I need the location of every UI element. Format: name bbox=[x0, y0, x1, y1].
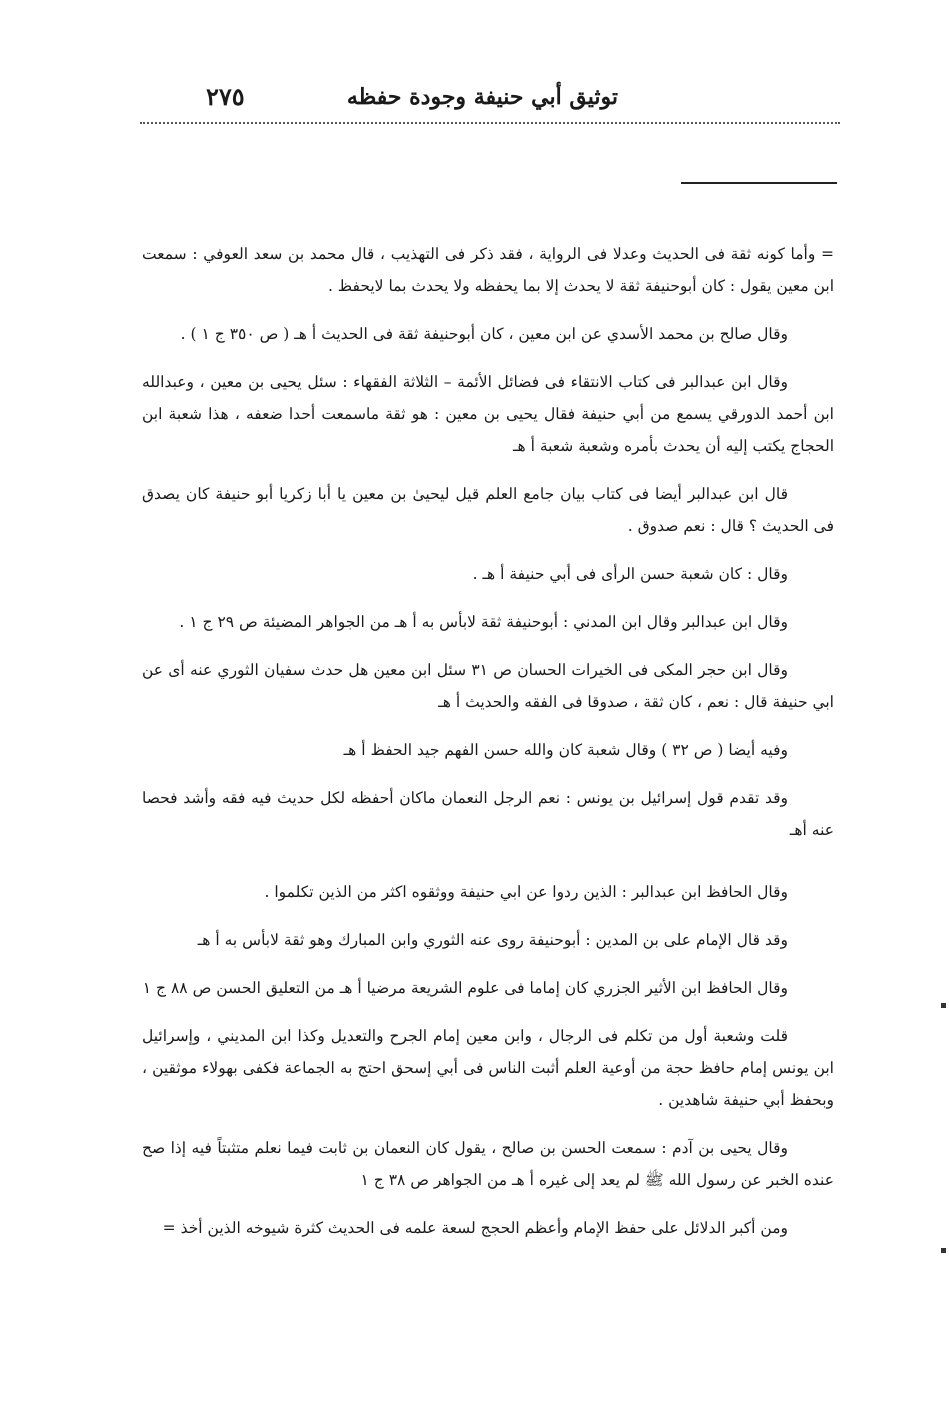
paragraph-9: وقد تقدم قول إسرائيل بن يونس : نعم الرجل النعمان ماكان أحفظه لكل حديث فيه فقه وأشد فحصا عنه أهـ bbox=[142, 789, 834, 839]
paragraph-1: = وأما كونه ثقة فى الحديث وعدلا فى الرواية ، فقد ذكر فى التهذيب ، قال محمد بن سعد العوفي : سمعت ابن معين يقول : كان أبوحنيفة ثقة لا يحدث إلا بما يحفظه ولا يحدث بما لايحفظ . bbox=[142, 245, 834, 295]
paragraph-4: قال ابن عبدالبر أيضا فى كتاب بيان جامع العلم قيل ليحيىٰ بن معين يا أبا زكريا أبو حنيفة كان يصدق فى الحديث ؟ قال : نعم صدوق . bbox=[142, 485, 834, 535]
paragraph-3: وقال ابن عبدالبر فى كتاب الانتقاء فى فضائل الأئمة – الثلاثة الفقهاء : سئل يحيى بن معين ، وعبدالله ابن أحمد الدورقي يسمع من أبي حنيفة فقال يحيى بن معين : هو ثقة ماسمعت أحدا ضعفه ، هذا شعبة ابن الحجاج يكتب إليه أن يحدث بأمره وشعبة شعبة أ هـ bbox=[142, 373, 834, 455]
running-header bbox=[140, 78, 840, 124]
paragraph-6: وقال ابن عبدالبر وقال ابن المدني : أبوحنيفة ثقة لابأس به أ هـ من الجواهر المضيئة ص ٢٩ ج ١ . bbox=[179, 613, 788, 631]
margin-mark-upper bbox=[941, 1003, 946, 1008]
running-title: توثيق أبي حنيفة وجودة حفظه bbox=[346, 84, 618, 110]
paragraph-10: وقال الحافظ ابن عبدالبر : الذين ردوا عن ابي حنيفة ووثقوه اكثر من الذين تكلموا . bbox=[264, 883, 788, 901]
paragraph-14: وقال يحيى بن آدم : سمعت الحسن بن صالح ، يقول كان النعمان بن ثابت فيما نعلم متثبتاً فيه إذا صح عنده الخبر عن رسول الله ﷺ لم يعد إلى غيره أ هـ من الجواهر ص ٣٨ ج ١ bbox=[142, 1139, 834, 1189]
paragraph-13: قلت وشعبة أول من تكلم فى الرجال ، وابن معين إمام الجرح والتعديل وكذا ابن المديني ، وإسرائيل ابن يونس إمام حافظ حجة من أوعية العلم أثبت الناس فى أبي إسحق احتج به الجماعة فكفى بهولاء موثقين ، وبحفظ أبي حنيفة شاهدين . bbox=[142, 1027, 834, 1109]
paragraph-7: وقال ابن حجر المكى فى الخيرات الحسان ص ٣١ سئل ابن معين هل حدث سفيان الثوري عنه أى عن ابي حنيفة قال : نعم ، كان ثقة ، صدوقا فى الفقه والحديث أ هـ bbox=[142, 661, 834, 711]
footnote-separator-rule bbox=[681, 182, 837, 184]
paragraph-15: ومن أكبر الدلائل على حفظ الإمام وأعظم الحجج لسعة علمه فى الحديث كثرة شيوخه الذين أخذ = bbox=[162, 1219, 788, 1237]
page-number: ٢٧٥ bbox=[206, 82, 245, 111]
paragraph-11: وقد قال الإمام على بن المدين : أبوحنيفة روى عنه الثوري وابن المبارك وهو ثقة لابأس به أ هـ bbox=[197, 931, 788, 949]
paragraph-8: وفيه أيضا ( ص ٣٢ ) وقال شعبة كان والله حسن الفهم جيد الحفظ أ هـ bbox=[343, 741, 788, 759]
paragraph-2: وقال صالح بن محمد الأسدي عن ابن معين ، كان أبوحنيفة ثقة فى الحديث أ هـ ( ص ٣٥٠ ج ١ ) . bbox=[180, 325, 788, 343]
paragraph-5: وقال : كان شعبة حسن الرأى فى أبي حنيفة أ هـ . bbox=[472, 565, 788, 583]
paragraph-12: وقال الحافظ ابن الأثير الجزري كان إماما فى علوم الشريعة مرضيا أ هـ من التعليق الحسن ص ٨٨ ج ١ bbox=[142, 979, 788, 997]
margin-mark-lower bbox=[941, 1248, 946, 1253]
page-body bbox=[142, 238, 834, 1260]
